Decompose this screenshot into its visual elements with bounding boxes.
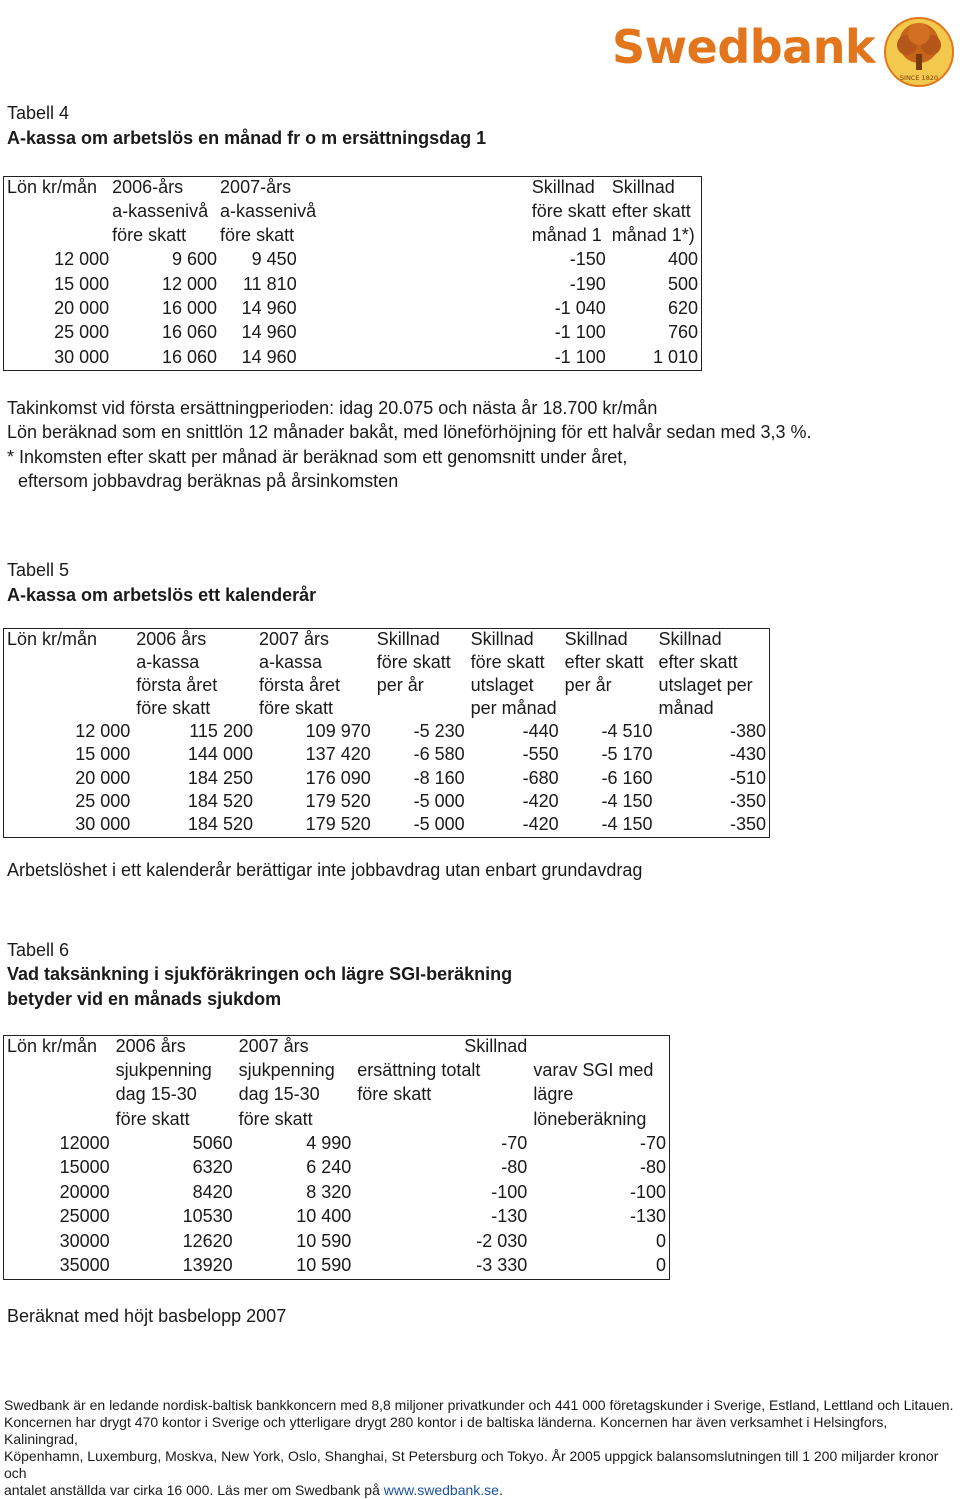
t6-data-cell: -100: [629, 1181, 666, 1202]
t6-data-cell: 10 590: [296, 1230, 352, 1251]
t5-header-row: [4, 652, 770, 675]
t5-data-cell: 20 000: [75, 767, 131, 788]
t5-header-row: [4, 629, 770, 652]
t6-data-cell: -130: [629, 1206, 666, 1227]
t6-data-cell: 15000: [59, 1157, 110, 1178]
t4-header-cell: a-kassenivå: [112, 200, 209, 221]
t6-data-row: [4, 1255, 670, 1279]
table6-title-line2: betyder vid en månads sjukdom: [7, 989, 282, 1009]
t4-data-cell: 500: [667, 273, 698, 294]
table5-title: A-kassa om arbetslös ett kalenderår: [7, 585, 317, 605]
t4-header-cell: 2007-års: [220, 177, 292, 197]
t4-header-cell: före skatt: [220, 225, 295, 246]
t6-data-row: [4, 1182, 670, 1206]
t5-data-cell: 25 000: [75, 790, 131, 811]
t6-data-cell: 6320: [192, 1157, 233, 1178]
t5-header-cell: Skillnad: [658, 629, 722, 649]
t4-header-row: [4, 201, 702, 225]
t6-data-cell: 8420: [192, 1181, 233, 1202]
t4-data-cell: 620: [667, 297, 698, 318]
t5-data-row: [4, 744, 770, 767]
t5-data-cell: 179 520: [305, 790, 371, 811]
t5-header-cell: efter skatt: [564, 651, 644, 672]
t4-data-cell: 14 960: [241, 322, 297, 343]
t4-data-cell: -1 100: [554, 346, 606, 367]
t6-data-cell: 12000: [59, 1133, 110, 1154]
t4-data-row: [4, 347, 702, 371]
table6-label: Tabell 6: [7, 940, 70, 960]
t4-header-cell: Lön kr/mån: [7, 177, 98, 197]
t5-data-cell: 179 520: [305, 814, 371, 834]
t5-header-cell: första året: [136, 674, 218, 695]
t5-header-cell: månad: [658, 698, 714, 719]
footer-line-1: Swedbank är en ledande nordisk-baltisk bankkoncern med 8,8 miljoner privatkunder och 441 000 företagskunder i Sverige, Estland, Lettland och Litauen.: [4, 1397, 954, 1413]
t4-data-cell: 30 000: [54, 346, 110, 367]
t5-data-cell: 184 520: [187, 790, 253, 811]
t6-header-cell: 2006 års: [115, 1036, 186, 1056]
t6-data-cell: -80: [501, 1157, 528, 1178]
t5-data-cell: -4 510: [601, 721, 653, 742]
t5-data-cell: -6 580: [413, 744, 465, 765]
t4-data-cell: 16 060: [161, 322, 218, 343]
t6-header-cell: [4, 1060, 113, 1084]
t4-data-cell: 14 960: [241, 346, 297, 367]
swedbank-website-link[interactable]: www.swedbank.se: [383, 1482, 499, 1498]
t4-data-cell: 1 010: [652, 346, 698, 367]
t5-data-cell: -5 170: [601, 744, 653, 765]
t5-data-cell: 184 520: [187, 814, 253, 834]
t5-header-cell: a-kassa: [136, 651, 200, 672]
t6-data-cell: 10530: [182, 1206, 233, 1227]
t5-header-cell: per månad: [470, 698, 557, 719]
t6-data-row: [4, 1133, 670, 1157]
t5-header-cell: 2007 års: [258, 629, 330, 649]
t6-data-cell: 10 400: [296, 1206, 352, 1227]
t4-data-cell: 760: [667, 322, 698, 343]
t5-header-cell: [4, 652, 134, 675]
t4-data-cell: 9 600: [172, 249, 218, 270]
t5-data-row: [4, 791, 770, 814]
t6-header-cell: Skillnad: [464, 1036, 528, 1056]
t5-data-cell: 115 200: [189, 721, 253, 742]
t6-data-cell: -100: [491, 1181, 528, 1202]
t4-header-cell: 2006-års: [112, 177, 184, 197]
t6-data-cell: -80: [639, 1157, 666, 1178]
t5-data-cell: -350: [729, 790, 766, 811]
t6-header-cell: varav SGI med: [533, 1059, 654, 1080]
t6-header-cell: [4, 1109, 113, 1133]
t5-data-cell: 12 000: [75, 721, 131, 742]
t6-data-cell: 5060: [192, 1133, 233, 1154]
t4-header-cell: månad 1: [531, 225, 602, 246]
t5-header-cell: [562, 698, 656, 721]
t4-data-row: [4, 274, 702, 298]
t6-header-row: [4, 1109, 670, 1133]
t6-header-row: [4, 1084, 670, 1108]
seal-text: SINCE 1820: [899, 74, 939, 82]
t5-header-cell: före skatt: [470, 651, 545, 672]
t5-header-cell: per år: [564, 674, 612, 695]
table5: [3, 628, 770, 838]
t5-data-cell: 30 000: [75, 814, 131, 834]
t5-data-cell: -5 000: [413, 814, 465, 834]
t6-header-cell: sjukpenning: [115, 1059, 212, 1080]
t5-data-cell: 137 420: [305, 744, 371, 765]
footer: [4, 1397, 960, 1499]
t5-data-cell: -430: [729, 744, 766, 765]
t4-data-row: [4, 249, 702, 273]
t6-data-cell: 0: [655, 1230, 666, 1251]
t5-header-cell: före skatt: [376, 651, 451, 672]
t5-header-cell: utslaget: [470, 674, 534, 695]
t6-data-cell: 6 240: [306, 1157, 352, 1178]
t4-data-cell: 400: [667, 249, 698, 270]
t6-data-cell: 35000: [59, 1255, 110, 1276]
t5-data-cell: 176 090: [305, 767, 371, 788]
t5-header-cell: per år: [376, 674, 424, 695]
t4-header-cell: månad 1*): [611, 225, 695, 246]
t4-data-cell: 25 000: [54, 322, 110, 343]
t4-header-cell: före skatt: [531, 200, 606, 221]
t4-data-cell: 16 060: [161, 346, 218, 367]
t5-data-cell: -510: [729, 767, 766, 788]
t6-data-cell: 13920: [182, 1255, 233, 1276]
t5-data-row: [4, 768, 770, 791]
t5-header-cell: 2006 års: [136, 629, 207, 649]
t4-data-row: [4, 322, 702, 346]
t4-data-cell: -190: [569, 273, 606, 294]
brand-name: Swedbank: [612, 20, 876, 74]
t5-header-cell: a-kassa: [258, 651, 323, 672]
table5-note: Arbetslöshet i ett kalenderår berättigar inte jobbavdrag utan enbart grundavdrag: [7, 860, 643, 880]
t6-header-cell: före skatt: [115, 1108, 190, 1129]
t6-data-cell: -70: [501, 1133, 528, 1154]
t5-data-cell: -380: [729, 721, 766, 742]
t6-header-cell: löneberäkning: [533, 1108, 647, 1129]
t5-header-cell: [4, 675, 134, 698]
t5-data-cell: -5 230: [413, 721, 465, 742]
t5-data-cell: -5 000: [413, 790, 465, 811]
table4-note-1: Takinkomst vid första ersättningperioden: idag 20.075 och nästa år 18.700 kr/mån: [7, 398, 658, 418]
table4-note-3: * Inkomsten efter skatt per månad är beräknad som ett genomsnitt under året,: [7, 447, 628, 467]
t4-data-cell: 20 000: [54, 297, 110, 318]
t6-data-cell: 8 320: [306, 1181, 352, 1202]
t6-header-cell: Lön kr/mån: [7, 1036, 98, 1056]
table4-note-4: eftersom jobbavdrag beräknas på årsinkomsten: [18, 471, 399, 491]
t5-header-cell: före skatt: [258, 698, 334, 719]
t6-header-cell: sjukpenning: [238, 1059, 335, 1080]
t4-data-row: [4, 298, 702, 322]
t5-header-cell: Skillnad: [564, 629, 628, 649]
t6-data-cell: -2 030: [476, 1230, 528, 1251]
t5-data-cell: -680: [522, 767, 559, 788]
t5-header-row: [4, 698, 770, 721]
t4-data-cell: -1 040: [554, 297, 606, 318]
t4-data-cell: 11 810: [242, 273, 297, 294]
t4-data-cell: 14 960: [241, 297, 297, 318]
t5-data-cell: 15 000: [75, 744, 131, 765]
t5-data-cell: 184 250: [187, 767, 253, 788]
oak-tree-seal-icon: [883, 16, 955, 88]
t4-data-cell: -150: [569, 249, 606, 270]
t4-header-cell: Skillnad: [531, 177, 595, 197]
t6-data-cell: 12620: [182, 1230, 233, 1251]
t6-data-cell: -70: [639, 1133, 666, 1154]
t6-header-cell: lägre: [533, 1084, 574, 1105]
table4-note-2: Lön beräknad som en snittlön 12 månader bakåt, med löneförhöjning för ett halvår sedan med 3,3 %.: [7, 422, 812, 442]
table6-title-line1: Vad taksänkning i sjukföräkringen och lägre SGI-beräkning: [7, 964, 513, 984]
t6-data-row: [4, 1206, 670, 1230]
footer-line-4-end: .: [498, 1482, 503, 1498]
table4: [3, 176, 702, 371]
t6-header-cell: [530, 1036, 669, 1060]
t6-data-cell: 4 990: [306, 1133, 352, 1154]
t4-header-cell: a-kassenivå: [220, 200, 317, 221]
t4-header-cell: [4, 201, 113, 225]
t6-data-row: [4, 1231, 670, 1255]
t5-data-cell: -350: [729, 814, 766, 834]
t4-header-cell: Skillnad: [611, 177, 675, 197]
t4-data-cell: 12 000: [161, 273, 218, 294]
t6-header-cell: dag 15-30: [238, 1084, 320, 1105]
swedbank-logo: [612, 16, 957, 86]
t6-header-cell: [354, 1109, 530, 1133]
t4-data-cell: 9 450: [251, 249, 297, 270]
t6-header-cell: före skatt: [238, 1108, 313, 1129]
table4-label: Tabell 4: [7, 103, 70, 123]
table6-note: Beräknat med höjt basbelopp 2007: [7, 1306, 287, 1326]
t4-data-cell: 16 000: [161, 297, 218, 318]
table4-title: A-kassa om arbetslös en månad fr o m ersättningsdag 1: [7, 128, 487, 148]
t4-data-cell: 15 000: [54, 273, 110, 294]
t5-data-cell: -550: [522, 744, 559, 765]
t4-header-cell: efter skatt: [611, 200, 691, 221]
t4-header-row: [4, 177, 702, 201]
t6-data-cell: 0: [655, 1255, 666, 1276]
t5-header-cell: Skillnad: [470, 629, 534, 649]
t5-data-cell: -420: [522, 790, 559, 811]
t6-data-cell: -3 330: [476, 1255, 528, 1276]
footer-line-4-text: antalet anställda var cirka 16 000. Läs mer om Swedbank på: [4, 1482, 384, 1498]
t4-header-cell: [4, 225, 113, 249]
t5-data-cell: -4 150: [601, 814, 653, 834]
t5-header-cell: Lön kr/mån: [7, 629, 98, 649]
t5-data-cell: -6 160: [601, 767, 653, 788]
t4-data-cell: -1 100: [554, 322, 606, 343]
table5-label: Tabell 5: [7, 560, 70, 580]
t5-data-cell: -8 160: [413, 767, 465, 788]
t6-data-cell: 25000: [59, 1206, 110, 1227]
t5-header-cell: efter skatt: [658, 651, 738, 672]
t5-data-cell: -420: [522, 814, 559, 834]
t5-data-row: [4, 721, 770, 744]
footer-line-3: Köpenhamn, Luxemburg, Moskva, New York, Oslo, Shanghai, St Petersburg och Tokyo. År 2005 uppgick balansomslutningen till 1 200 miljarder kronor och: [4, 1448, 939, 1481]
t5-header-cell: första året: [258, 674, 341, 695]
t6-data-cell: 10 590: [296, 1255, 352, 1276]
t5-header-cell: Skillnad: [376, 629, 440, 649]
table6: [3, 1035, 670, 1280]
t6-data-cell: 30000: [59, 1230, 110, 1251]
t6-data-cell: -130: [491, 1206, 528, 1227]
t6-header-cell: 2007 års: [238, 1036, 309, 1056]
t5-data-cell: -440: [522, 721, 559, 742]
t5-data-cell: 144 000: [187, 744, 253, 765]
t4-header-cell: före skatt: [112, 225, 187, 246]
t5-header-cell: [4, 698, 134, 721]
t5-data-cell: -4 150: [601, 790, 653, 811]
t5-header-cell: [374, 698, 468, 721]
t5-data-cell: 109 970: [305, 721, 371, 742]
t5-header-cell: före skatt: [136, 698, 211, 719]
t6-header-row: [4, 1060, 670, 1084]
t6-header-cell: dag 15-30: [115, 1084, 197, 1105]
footer-line-2: Koncernen har drygt 470 kontor i Sverige och ytterligare drygt 280 kontor i de baltiska länderna. Koncernen har även verksamhet i Helsingfors, Kaliningrad,: [4, 1414, 888, 1447]
footer-line-4: [4, 1482, 960, 1499]
t6-data-row: [4, 1157, 670, 1181]
t4-data-cell: 12 000: [54, 249, 110, 270]
t6-header-cell: ersättning totalt: [357, 1059, 481, 1080]
t5-header-row: [4, 675, 770, 698]
t6-header-cell: före skatt: [357, 1084, 432, 1105]
t6-header-row: [4, 1036, 670, 1060]
t6-data-cell: 20000: [59, 1181, 110, 1202]
t4-header-row: [4, 225, 702, 249]
t5-data-row: [4, 814, 770, 837]
t5-header-cell: utslaget per: [658, 674, 753, 695]
t6-header-cell: [4, 1084, 113, 1108]
